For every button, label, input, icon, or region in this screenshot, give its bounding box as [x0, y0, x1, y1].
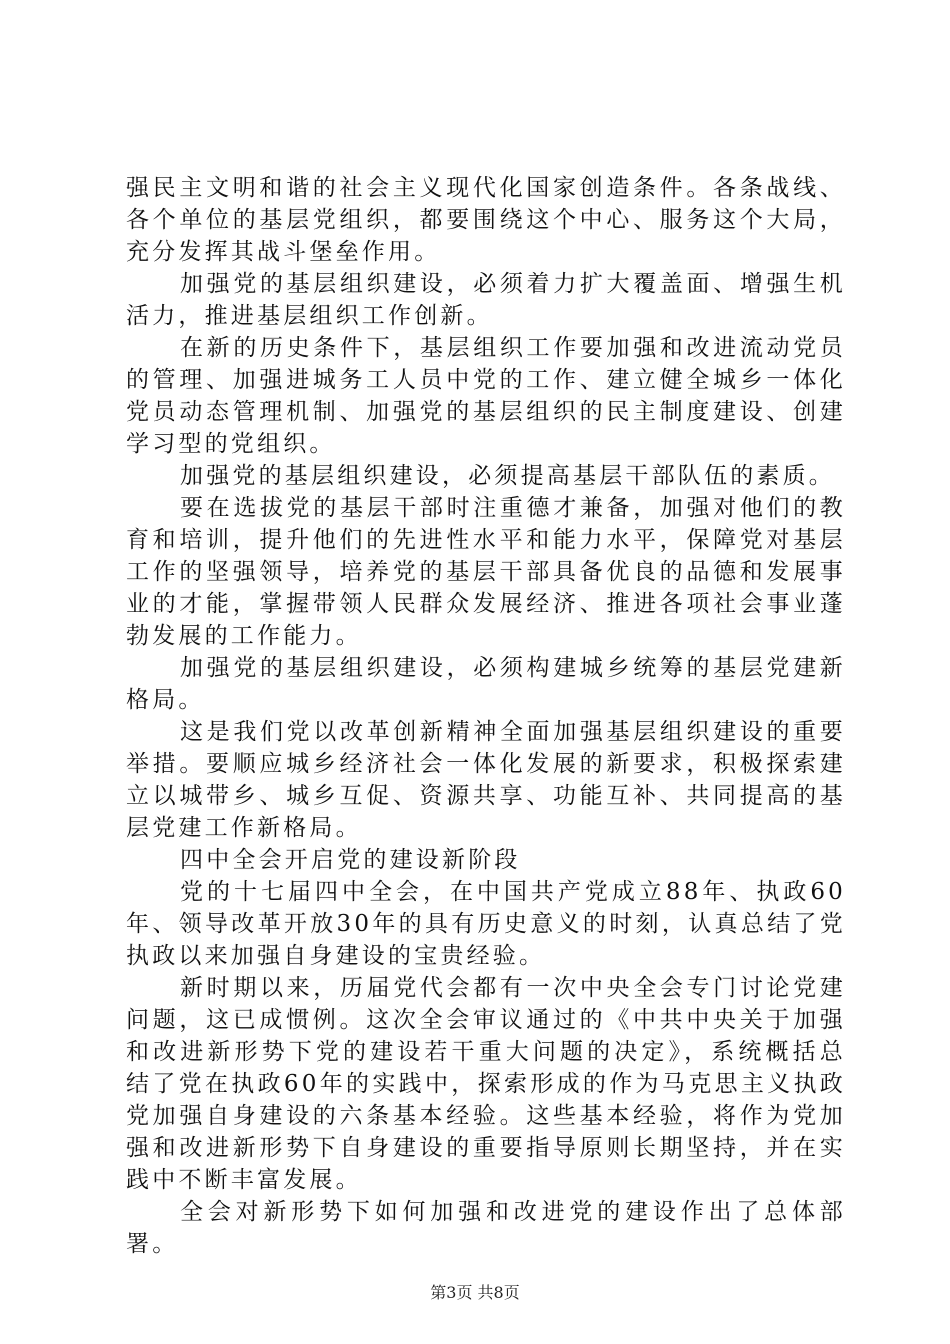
page-footer: 第3页 共8页: [430, 1283, 520, 1302]
paragraph-2: 加强党的基层组织建设，必须着力扩大覆盖面、增强生机活力，推进基层组织工作创新。: [126, 271, 846, 329]
paragraph-1: 强民主文明和谐的社会主义现代化国家创造条件。各条战线、各个单位的基层党组织，都要围绕这个中心、服务这个大局，充分发挥其战斗堡垒作用。: [126, 175, 846, 265]
paragraph-6: 加强党的基层组织建设，必须构建城乡统筹的基层党建新格局。: [126, 655, 846, 713]
paragraph-10: 新时期以来，历届党代会都有一次中央全会专门讨论党建问题，这已成惯例。这次全会审议通过的《中共中央关于加强和改进新形势下党的建设若干重大问题的决定》，系统概括总结了党在执政60年的实践中，探索形成的作为马克思主义执政党加强自身建设的六条基本经验。这些基本经验，将作为党加强和改进新形势下自身建设的重要指导原则长期坚持，并在实践中不断丰富发展。: [126, 975, 846, 1193]
paragraph-3: 在新的历史条件下，基层组织工作要加强和改进流动党员的管理、加强进城务工人员中党的工作、建立健全城乡一体化党员动态管理机制、加强党的基层组织的民主制度建设、创建学习型的党组织。: [126, 335, 846, 457]
document-body: [126, 172, 846, 1260]
paragraph-4: 加强党的基层组织建设，必须提高基层干部队伍的素质。: [180, 463, 835, 489]
paragraph-9: 党的十七届四中全会，在中国共产党成立88年、执政60年、领导改革开放30年的具有历史意义的时刻，认真总结了党执政以来加强自身建设的宝贵经验。: [126, 879, 846, 969]
section-heading: 四中全会开启党的建设新阶段: [180, 847, 521, 873]
paragraph-5: 要在选拔党的基层干部时注重德才兼备，加强对他们的教育和培训，提升他们的先进性水平和能力水平，保障党对基层工作的坚强领导，培养党的基层干部具备优良的品德和发展事业的才能，掌握带领人民群众发展经济、推进各项社会事业蓬勃发展的工作能力。: [126, 495, 846, 649]
paragraph-11: 全会对新形势下如何加强和改进党的建设作出了总体部署。: [126, 1199, 846, 1257]
paragraph-7: 这是我们党以改革创新精神全面加强基层组织建设的重要举措。要顺应城乡经济社会一体化发展的新要求，积极探索建立以城带乡、城乡互促、资源共享、功能互补、共同提高的基层党建工作新格局。: [126, 719, 846, 841]
